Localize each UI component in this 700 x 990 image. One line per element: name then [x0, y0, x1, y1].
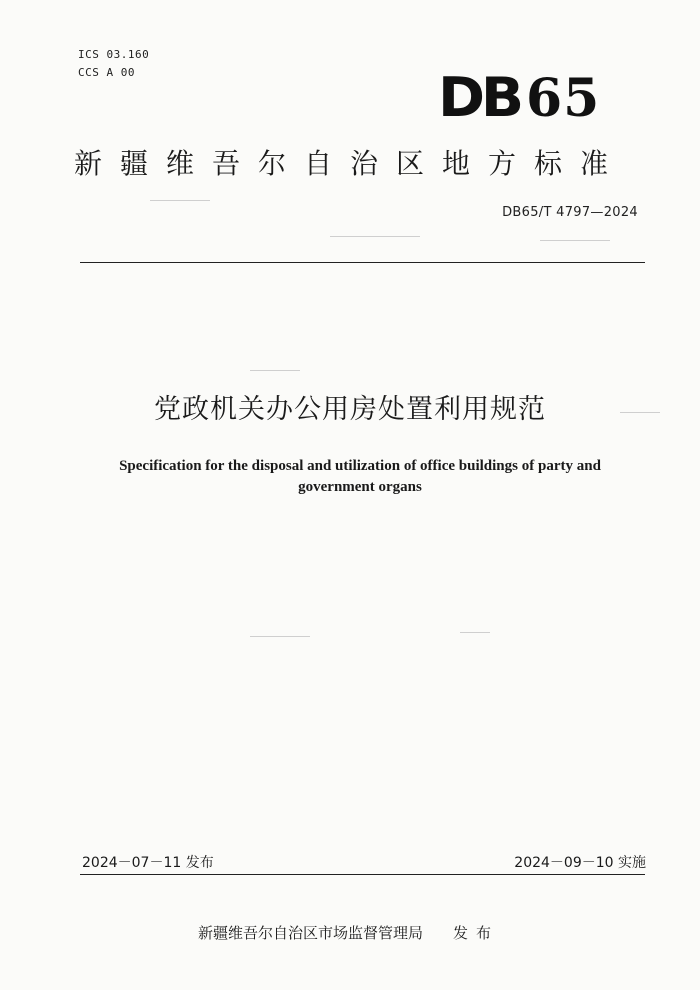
standard-type-heading: 新疆维吾尔自治区地方标准	[74, 147, 627, 180]
publisher-name: 新疆维吾尔自治区市场监督管理局	[198, 924, 424, 942]
publish-action: 发布	[453, 924, 500, 942]
scan-speck	[330, 236, 420, 237]
scan-speck	[250, 636, 310, 637]
issue-date: 2024－07－11 发布	[82, 855, 214, 871]
bottom-divider	[80, 874, 645, 875]
scan-speck	[620, 412, 660, 413]
logo-number: 65	[525, 68, 601, 129]
scan-speck	[150, 200, 210, 201]
ccs-code: CCS A 00	[78, 66, 135, 79]
title-english: Specification for the disposal and utilization of office buildings of party and government organs	[119, 458, 601, 495]
top-divider	[80, 262, 645, 263]
ics-code: ICS 03.160	[78, 48, 150, 61]
standard-number: DB65/T 4797—2024	[502, 205, 638, 220]
scan-speck	[460, 632, 490, 633]
publisher-line	[198, 922, 499, 943]
title-chinese: 党政机关办公用房处置利用规范	[154, 394, 546, 425]
db65-logo	[440, 68, 600, 129]
scan-speck	[540, 240, 610, 241]
scan-speck	[250, 370, 300, 371]
logo-letters: DB	[438, 66, 520, 129]
implementation-date: 2024－09－10 实施	[514, 855, 646, 871]
